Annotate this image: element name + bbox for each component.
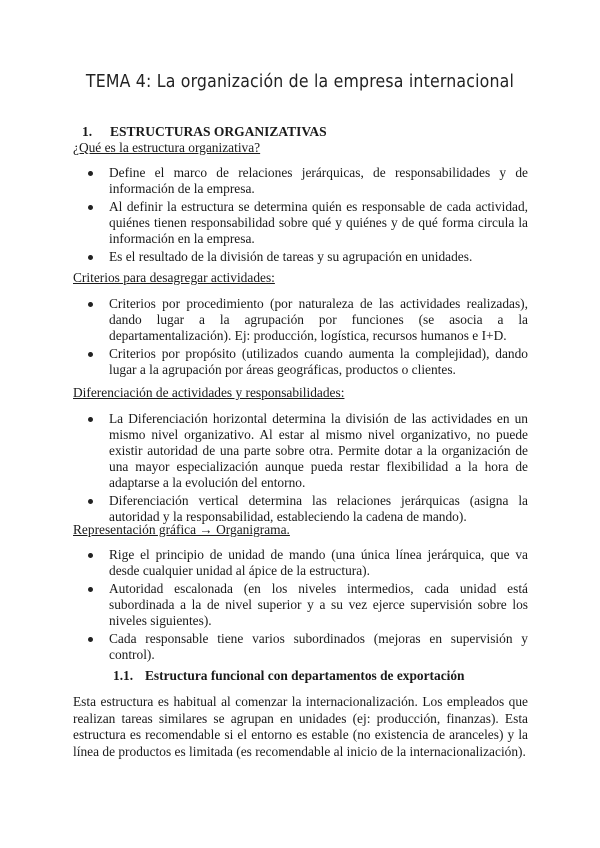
list-item: Criterios por procedimiento (por naturaleza de las actividades realizadas), dando lugar a la agrupación por funciones (se asocia a la departamentalización). Ej: producción, logística, recursos humanos e I+D. <box>88 296 528 344</box>
bullet-icon <box>88 637 93 642</box>
list-item: La Diferenciación horizontal determina la división de las actividades en un mismo nivel organizativo. Al estar al mismo nivel organizativo, no puede existir autoridad de una parte sobre otra. Permite dotar a la organización de una mayor especialización aunque pueda restar flexibilidad a la hora de adaptarse a la evolución del entorno. <box>88 411 528 491</box>
subheading-criterios: Criterios para desagregar actividades: <box>73 270 275 285</box>
bullet-icon <box>88 171 93 176</box>
subheading-question: ¿Qué es la estructura organizativa? <box>73 140 261 155</box>
page-title: TEMA 4: La organización de la empresa internacional <box>85 72 515 92</box>
section-heading <box>82 124 327 140</box>
section-number: 1. <box>82 124 93 139</box>
list-item: Autoridad escalonada (en los niveles intermedios, cada unidad está subordinada a la de nivel superior y a su vez ejerce supervisión sobre los niveles siguientes). <box>88 581 528 629</box>
list-item: Es el resultado de la división de tareas y su agrupación en unidades. <box>88 249 528 265</box>
definition-list <box>88 165 528 267</box>
bullet-icon <box>88 302 93 307</box>
subheading-representacion: Representación gráfica → Organigrama. <box>73 522 290 537</box>
list-item: Rige el principio de unidad de mando (una única línea jerárquica, que va desde cualquier unidad al ápice de la estructura). <box>88 547 528 579</box>
subsection-heading <box>113 668 465 684</box>
bullet-icon <box>88 417 93 422</box>
section-title: ESTRUCTURAS ORGANIZATIVAS <box>110 124 327 139</box>
bullet-icon <box>88 587 93 592</box>
representacion-list <box>88 547 528 665</box>
bullet-icon <box>88 553 93 558</box>
bullet-icon <box>88 352 93 357</box>
criterios-list <box>88 296 528 380</box>
body-paragraph: Esta estructura es habitual al comenzar la internacionalización. Los empleados que realizan tareas similares se agrupan en unidades (ej: producción, finanzas). Esta estructura es recomendable si el entorno es estable (no existencia de aranceles) y la línea de productos es limitada (es recomendable al inicio de la internacionalización). <box>73 694 528 759</box>
bullet-icon <box>88 255 93 260</box>
list-item: Cada responsable tiene varios subordinados (mejoras en supervisión y control). <box>88 631 528 663</box>
list-item: Criterios por propósito (utilizados cuando aumenta la complejidad), dando lugar a la agrupación por áreas geográficas, productos o clientes. <box>88 346 528 378</box>
diferenciacion-list <box>88 411 528 527</box>
bullet-icon <box>88 205 93 210</box>
bullet-icon <box>88 499 93 504</box>
subsection-number: 1.1. <box>113 668 134 683</box>
list-item: Al definir la estructura se determina quién es responsable de cada actividad, quiénes tienen responsabilidad sobre qué y quiénes y de qué forma circula la información en la empresa. <box>88 199 528 247</box>
subsection-title: Estructura funcional con departamentos de exportación <box>145 668 465 683</box>
list-item: Define el marco de relaciones jerárquicas, de responsabilidades y de información de la empresa. <box>88 165 528 197</box>
list-item: Diferenciación vertical determina las relaciones jerárquicas (asigna la autoridad y la responsabilidad, estableciendo la cadena de mando). <box>88 493 528 525</box>
subheading-diferenciacion: Diferenciación de actividades y responsabilidades: <box>73 385 345 400</box>
